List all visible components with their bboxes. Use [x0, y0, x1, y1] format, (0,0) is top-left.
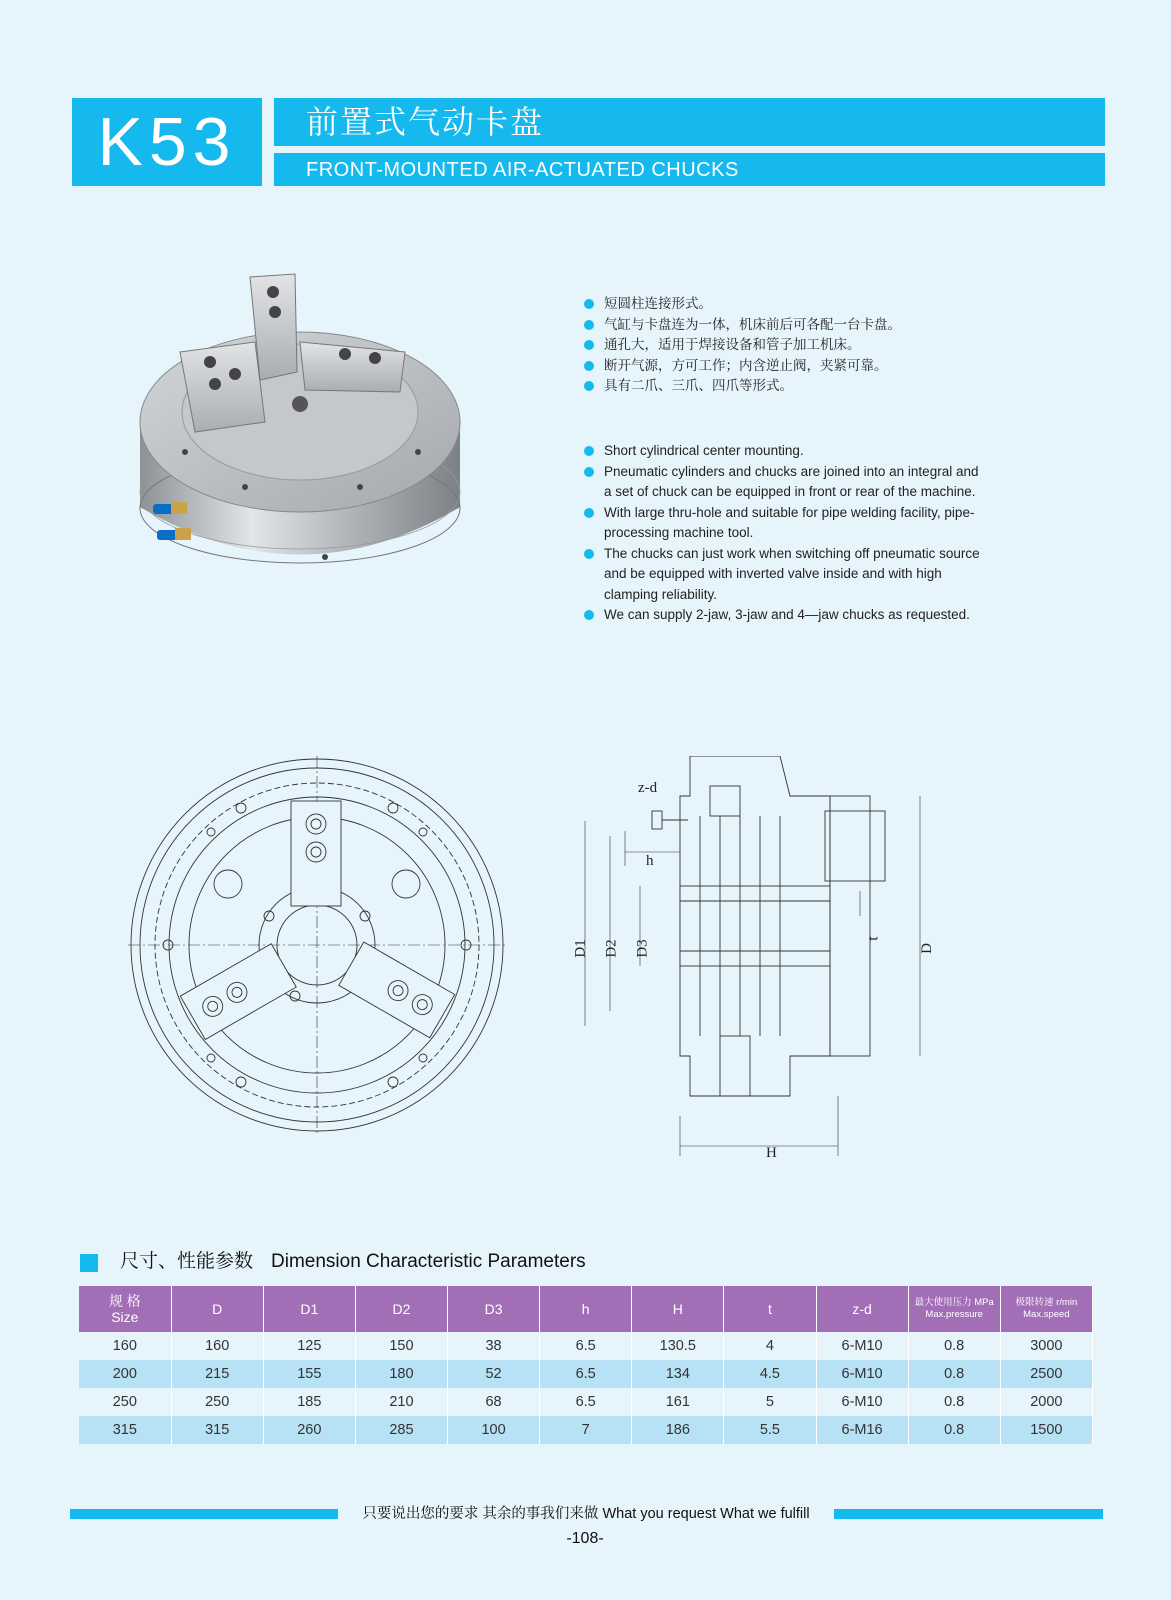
side-section-drawing [570, 756, 966, 1184]
table-cell: 6.5 [540, 1388, 632, 1416]
feature-cn-item: 断开气源，方可工作；内含逆止阀，夹紧可靠。 [584, 356, 1084, 377]
header-max-pressure: 最大使用压力 MPa Max.pressure [908, 1286, 1000, 1332]
table-cell: 315 [171, 1416, 263, 1444]
header-max-speed: 极限转速 r/min Max.speed [1000, 1286, 1092, 1332]
table-cell: 100 [448, 1416, 540, 1444]
label-t: t [865, 936, 882, 941]
table-cell: 215 [171, 1360, 263, 1388]
title-en: FRONT-MOUNTED AIR-ACTUATED CHUCKS [306, 159, 739, 181]
page-number: -108- [566, 1530, 604, 1547]
label-d2: D2 [603, 939, 620, 958]
table-cell: 260 [263, 1416, 355, 1444]
table-header-row [79, 1286, 1093, 1332]
table-cell: 250 [171, 1388, 263, 1416]
table-cell: 0.8 [908, 1360, 1000, 1388]
table-cell: 161 [632, 1388, 724, 1416]
header-d2: D2 [355, 1286, 447, 1332]
table-cell: 285 [355, 1416, 447, 1444]
table-cell: 160 [79, 1332, 171, 1360]
section-marker [80, 1254, 98, 1272]
spec-table [79, 1286, 1093, 1444]
table-cell: 250 [79, 1388, 171, 1416]
table-cell: 130.5 [632, 1332, 724, 1360]
feature-en-item: With large thru-hole and suitable for pipe welding facility, pipe-processing machine tool. [584, 503, 984, 544]
table-cell: 0.8 [908, 1416, 1000, 1444]
label-d3: D3 [634, 939, 651, 958]
footer-line-left [70, 1509, 338, 1519]
table-cell: 125 [263, 1332, 355, 1360]
table-row [79, 1416, 1093, 1444]
table-cell: 1500 [1000, 1416, 1092, 1444]
table-cell: 6-M16 [816, 1416, 908, 1444]
table-cell: 185 [263, 1388, 355, 1416]
table-cell: 6-M10 [816, 1360, 908, 1388]
section-title-en: Dimension Characteristic Parameters [271, 1251, 586, 1272]
table-row [79, 1388, 1093, 1416]
front-view-drawing [128, 756, 506, 1134]
header-t: t [724, 1286, 816, 1332]
table-cell: 0.8 [908, 1332, 1000, 1360]
header-d: D [171, 1286, 263, 1332]
table-cell: 38 [448, 1332, 540, 1360]
feature-cn-item: 通孔大，适用于焊接设备和管子加工机床。 [584, 335, 1084, 356]
table-cell: 52 [448, 1360, 540, 1388]
table-cell: 186 [632, 1416, 724, 1444]
table-cell: 155 [263, 1360, 355, 1388]
feature-cn-item: 短圆柱连接形式。 [584, 294, 1084, 315]
section-title-cn: 尺寸、性能参数 [120, 1251, 254, 1272]
table-cell: 5.5 [724, 1416, 816, 1444]
table-cell: 3000 [1000, 1332, 1092, 1360]
table-row [79, 1360, 1093, 1388]
header-d1: D1 [263, 1286, 355, 1332]
footer-line-right [834, 1509, 1103, 1519]
table-cell: 7 [540, 1416, 632, 1444]
table-row [79, 1332, 1093, 1360]
table-cell: 6.5 [540, 1360, 632, 1388]
header-h: h [540, 1286, 632, 1332]
table-cell: 315 [79, 1416, 171, 1444]
table-cell: 5 [724, 1388, 816, 1416]
table-cell: 134 [632, 1360, 724, 1388]
header-d3: D3 [448, 1286, 540, 1332]
table-cell: 0.8 [908, 1388, 1000, 1416]
table-cell: 200 [79, 1360, 171, 1388]
product-photo [135, 272, 465, 592]
table-cell: 6.5 [540, 1332, 632, 1360]
header-size: 规 格 Size [79, 1286, 171, 1332]
footer-slogan: 只要说出您的要求 其余的事我们来做 What you request What we fulfill [362, 1506, 810, 1522]
table-cell: 6-M10 [816, 1332, 908, 1360]
label-d1: D1 [572, 939, 589, 958]
feature-en-item: Short cylindrical center mounting. [584, 441, 984, 462]
features-cn-list [584, 294, 1084, 397]
table-cell: 4.5 [724, 1360, 816, 1388]
table-cell: 4 [724, 1332, 816, 1360]
table-cell: 6-M10 [816, 1388, 908, 1416]
title-cn: 前置式气动卡盘 [306, 104, 545, 140]
header-height: H [632, 1286, 724, 1332]
features-en-list [584, 441, 984, 626]
table-cell: 210 [355, 1388, 447, 1416]
table-cell: 180 [355, 1360, 447, 1388]
label-h-height: H [766, 1145, 777, 1161]
table-cell: 150 [355, 1332, 447, 1360]
label-h: h [646, 853, 654, 869]
feature-cn-item: 具有二爪、三爪、四爪等形式。 [584, 376, 1084, 397]
product-code: K53 [72, 98, 262, 186]
feature-en-item: We can supply 2-jaw, 3-jaw and 4—jaw chucks as requested. [584, 605, 984, 626]
table-cell: 2500 [1000, 1360, 1092, 1388]
feature-en-item: Pneumatic cylinders and chucks are joined into an integral and a set of chuck can be equipped in front or rear of the machine. [584, 462, 984, 503]
label-d: D [918, 943, 935, 954]
table-cell: 2000 [1000, 1388, 1092, 1416]
table-cell: 68 [448, 1388, 540, 1416]
feature-cn-item: 气缸与卡盘连为一体，机床前后可各配一台卡盘。 [584, 315, 1084, 336]
feature-en-item: The chucks can just work when switching off pneumatic source and be equipped with inverted valve inside and with high clamping reliability. [584, 544, 984, 606]
section-title [120, 1248, 586, 1276]
header-zd: z-d [816, 1286, 908, 1332]
label-zd: z-d [638, 780, 658, 796]
table-cell: 160 [171, 1332, 263, 1360]
